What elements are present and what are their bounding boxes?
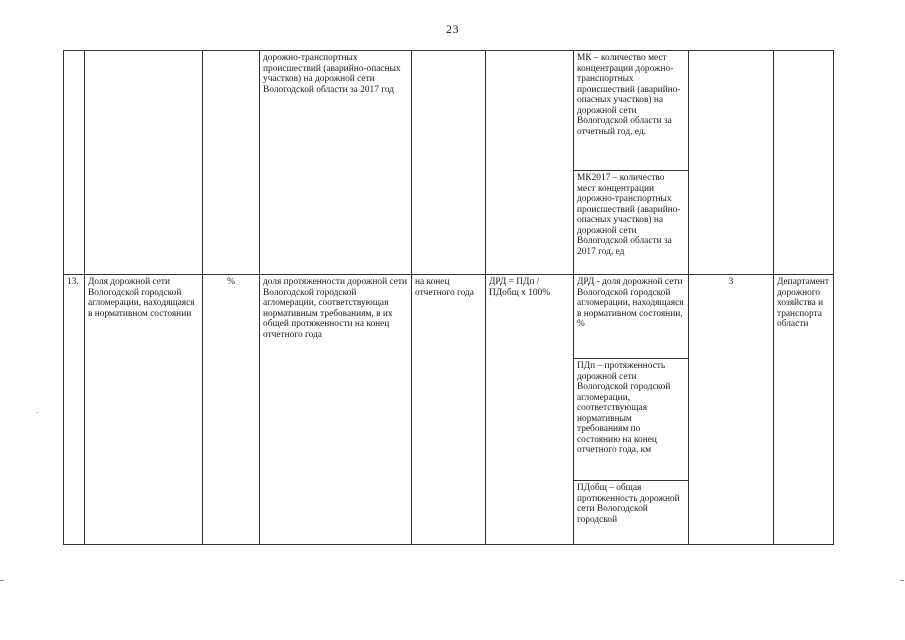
cell-unit: % xyxy=(203,275,260,545)
cell-responsible-cont xyxy=(774,51,834,275)
cell-method-cont xyxy=(689,51,774,275)
cell-variable-pdobsh: ПДобщ – общая протяженность дорожной сети Вологодской городской xyxy=(574,481,689,545)
indicator-table xyxy=(63,50,834,545)
cell-indicator-name: Доля дорожной сети Вологодской городской агломерации, находящаяся в нормативном состоянии xyxy=(85,275,203,545)
cell-variable-mk: МК – количество мест концентрации дорожно-транспортных происшествий (аварийно-опасных участков) на дорожной сети Вологодской области за отчетный год, ед. xyxy=(574,51,689,171)
cell-name-cont xyxy=(85,51,203,275)
cell-variable-drd: ДРД - доля дорожной сети Вологодской городской агломерации, находящаяся в нормативном состоянии, % xyxy=(574,275,689,359)
cell-definition: доля протяженности дорожной сети Вологодской городской агломерации, соответствующая нормативным требованиям, в их общей протяженности на конец отчетного года xyxy=(260,275,412,545)
scan-mark: . xyxy=(36,405,39,415)
cell-method-code: 3 xyxy=(689,275,774,545)
cell-variable-mk2017: МК2017 – количество мест концентрации дорожно-транспортных происшествий (аварийно-опасных участков) на дорожной сети Вологодской области за 2017 год, ед xyxy=(574,171,689,275)
cell-responsible: Департамент дорожного хозяйства и транспорта области xyxy=(774,275,834,545)
cell-number-cont xyxy=(64,51,85,275)
cell-period: на конец отчетного года xyxy=(412,275,486,545)
scan-edge-tick-right xyxy=(900,580,904,581)
cell-formula: ДРД = ПДп / ПДобщ х 100% xyxy=(486,275,574,545)
cell-number: 13. xyxy=(64,275,85,545)
cell-variable-pdp: ПДп – протяженность дорожной сети Вологодской городской агломерации, соответствующая нормативным требованиям по состоянию на конец отчетного года, км xyxy=(574,359,689,481)
cell-definition-cont: дорожно-транспортных происшествий (аварийно-опасных участков) на дорожной сети Вологодской области за 2017 год xyxy=(260,51,412,275)
cell-period-cont xyxy=(412,51,486,275)
table-row-13 xyxy=(64,275,834,359)
cell-unit-cont xyxy=(203,51,260,275)
scan-edge-tick-left xyxy=(0,580,4,581)
cell-formula-cont xyxy=(486,51,574,275)
page-number: 23 xyxy=(446,22,459,36)
table-row-continuation xyxy=(64,51,834,171)
